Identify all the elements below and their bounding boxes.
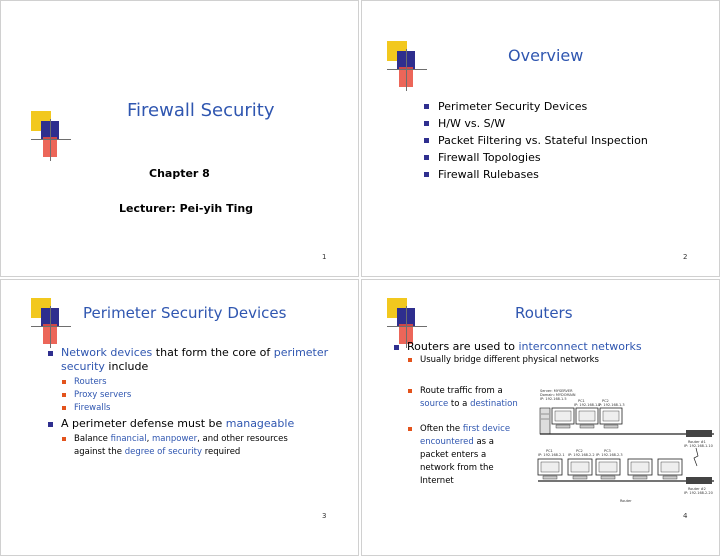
computer-icon	[576, 408, 598, 428]
pc2-b-label: PC2	[576, 449, 583, 453]
page-number: 4	[683, 512, 688, 520]
slide-title: Overview	[508, 46, 584, 65]
list-item: Perimeter Security Devices	[424, 98, 648, 115]
list-item: H/W vs. S/W	[424, 115, 648, 132]
router-link	[694, 448, 698, 466]
bullet-list	[424, 98, 648, 183]
computer-icon	[658, 459, 682, 479]
slide-4	[361, 279, 720, 556]
router-1-ip-label: IP: 192.168.1.10	[684, 444, 713, 448]
computer-icon	[628, 459, 652, 479]
sub-item-route-traffic: Route traffic from a source to a destination	[408, 385, 526, 411]
slide-1	[0, 0, 359, 277]
list-item: Packet Filtering vs. Stateful Inspection	[424, 132, 648, 149]
router-1-icon	[686, 430, 712, 437]
bullet-routers: Routers are used to interconnect networks	[394, 340, 714, 354]
router-2-label: Router #2	[688, 487, 706, 491]
list-item: Firewall Rulebases	[424, 166, 648, 183]
pc1-ip-label: IP: 192.168.1.2	[574, 403, 601, 407]
domain-label: Domain: MYDOMAIN	[540, 393, 576, 397]
pc3-b-ip-label: IP: 192.168.2.3	[596, 453, 623, 457]
bullet-perimeter-defense: A perimeter defense must be manageable	[48, 417, 348, 431]
sub-item-first-device: Often the first device encountered as a packet enters a network from the Internet	[408, 423, 526, 488]
sub-item-bridge: Usually bridge different physical networks	[408, 354, 714, 367]
slide-3	[0, 279, 359, 556]
slide-2	[361, 0, 720, 277]
pc1-b-ip-label: IP: 192.168.2.1	[538, 453, 565, 457]
slide-body	[394, 340, 714, 367]
network-diagram	[536, 386, 716, 506]
server-icon	[540, 408, 550, 434]
slide-decoration-icon	[31, 298, 71, 348]
pc2-label: PC2	[602, 399, 609, 403]
computer-icon	[596, 459, 620, 479]
router-1-label: Router #1	[688, 440, 706, 444]
page-number: 3	[322, 512, 327, 520]
pc1-b-label: PC1	[546, 449, 553, 453]
slide-title: Firewall Security	[127, 100, 275, 121]
slide-decoration-icon	[31, 111, 71, 161]
router-2-icon	[686, 477, 712, 484]
server-ip-label: IP: 192.168.1.5	[540, 397, 567, 401]
slide-title: Routers	[515, 304, 573, 322]
pc3-b-label: PC3	[604, 449, 611, 453]
sub-item-firewalls: Firewalls	[62, 402, 348, 415]
sub-item-routers: Routers	[62, 376, 348, 389]
pc2-b-ip-label: IP: 192.168.2.2	[568, 453, 595, 457]
router-caption: Router	[620, 499, 632, 503]
slide-body	[48, 346, 348, 459]
lecturer-label: Lecturer: Pei-yih Ting	[119, 202, 254, 215]
page-number: 2	[683, 253, 688, 261]
bullet-network-devices: Network devices that form the core of perimeter security include	[48, 346, 348, 374]
sub-item-proxy-servers: Proxy servers	[62, 389, 348, 402]
sub-item-balance: Balance financial, manpower, and other resources against the degree of security required	[62, 433, 348, 459]
router-2-ip-label: IP: 192.168.2.20	[684, 491, 713, 495]
computer-icon	[600, 408, 622, 428]
pc1-label: PC1	[578, 399, 585, 403]
page-number: 1	[322, 253, 327, 261]
slide-title: Perimeter Security Devices	[83, 304, 287, 322]
pc2-ip-label: IP: 192.168.1.3	[598, 403, 625, 407]
computer-icon	[552, 408, 574, 428]
computer-icon	[538, 459, 562, 479]
list-item: Firewall Topologies	[424, 149, 648, 166]
chapter-label: Chapter 8	[149, 167, 210, 180]
server-label: Server: MYSERVER	[540, 389, 573, 393]
diagram-text	[408, 385, 526, 488]
slide-decoration-icon	[387, 41, 427, 91]
computer-icon	[568, 459, 592, 479]
